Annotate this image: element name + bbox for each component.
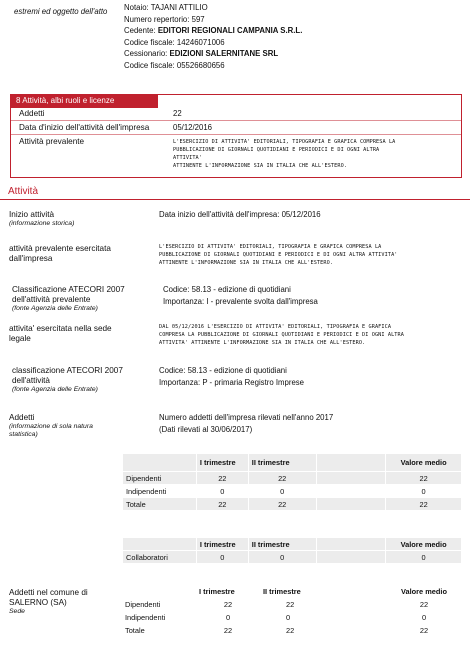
table-header: II trimestre bbox=[263, 587, 301, 596]
table-header-empty bbox=[316, 454, 386, 472]
cessionario-line: Cessionario: EDIZIONI SALERNITANE SRL bbox=[124, 49, 279, 58]
sede-label: attivita' esercitata nella sede legale bbox=[9, 324, 112, 343]
comune-sub: Sede bbox=[9, 608, 25, 615]
ateco2-importanza: Importanza: P - primaria Registro Imprese bbox=[159, 378, 305, 387]
addetti-stat-sub: (informazione di sola natura statistica) bbox=[9, 423, 93, 438]
attivita-title: Attività bbox=[8, 186, 39, 197]
prevalente-label: attività prevalente esercitata dall'impresa bbox=[9, 244, 111, 263]
header-lines bbox=[124, 2, 302, 71]
ateco1-label: Classificazione ATECORI 2007 dell'attività prevalente bbox=[12, 285, 125, 304]
table-header-empty bbox=[122, 585, 196, 598]
table-row: Totale 22 22 22 bbox=[125, 626, 429, 635]
table-header: I trimestre bbox=[196, 454, 248, 472]
attivita-prevalente-text: L'ESERCIZIO DI ATTIVITA' EDITORIALI, TIPOGRAFIA E GRAFICA COMPRESA LA PUBBLICAZIONE DI GIORNALI QUOTIDIANI E PERIODICI E DI OGNI ALTRA ATTIVITA' ATTINENTE L'INFORMAZIONE SIA IN ITALIA CHE ALL'ESTERO. bbox=[173, 139, 396, 169]
addetti-info-2: (Dati rilevati al 30/06/2017) bbox=[159, 425, 253, 434]
notaio-line: Notaio: TAJANI ATTILIO bbox=[124, 3, 208, 12]
ateco2-codice: Codice: 58.13 - edizione di quotidiani bbox=[159, 366, 287, 375]
table-row: Dipendenti 22 22 22 bbox=[125, 600, 429, 609]
repertorio-line: Numero repertorio: 597 bbox=[124, 14, 205, 24]
prevalente-text: L'ESERCIZIO DI ATTIVITA' EDITORIALI, TIPOGRAFIA E GRAFICA COMPRESA LA PUBBLICAZIONE DI GIORNALI QUOTIDIANI E PERIODICI E DI OGNI ALTRA ATTIVITA' ATTINENTE L'INFORMAZIONE SIA IN ITALIA CHE ALL'ESTERO. bbox=[159, 244, 398, 266]
comune-label: Addetti nel comune di SALERNO (SA) bbox=[9, 588, 88, 607]
table-row: Indipendenti 0 0 0 bbox=[123, 485, 462, 498]
addetti-stat-label: Addetti bbox=[9, 413, 35, 422]
divider bbox=[10, 134, 462, 135]
ateco1-codice: Codice: 58.13 - edizione di quotidiani bbox=[163, 285, 291, 294]
table-header: I trimestre bbox=[199, 587, 235, 596]
ateco2-sub: (fonte Agenzia delle Entrate) bbox=[12, 386, 98, 393]
cedente-line: Cedente: EDITORI REGIONALI CAMPANIA S.R.L. bbox=[124, 26, 303, 35]
attivita-prevalente-label: Attività prevalente bbox=[19, 137, 85, 146]
addetti-table bbox=[122, 453, 462, 511]
inizio-value: Data inizio dell'attività dell'impresa: 05/12/2016 bbox=[159, 210, 321, 219]
inizio-sub: (informazione storica) bbox=[9, 220, 75, 227]
table-row: Dipendenti 22 22 22 bbox=[123, 472, 462, 485]
sede-text: DAL 05/12/2016 L'ESERCIZIO DI ATTIVITA' EDITORIALI, TIPOGRAFIA E GRAFICA COMPRESA LA PUBBLICAZIONE DI GIORNALI QUOTIDIANI E PERIODICI E DI OGNI ALTRA ATTIVITA' ATTINENTE L'INFORMAZIONE SIA IN ITALIA CHE ALL'ESTERO. bbox=[159, 324, 404, 346]
table-header-empty bbox=[316, 538, 386, 551]
table-header: Valore medio bbox=[400, 587, 447, 596]
estremi-label: estremi ed oggetto dell'atto bbox=[14, 7, 108, 16]
table-header-empty bbox=[123, 538, 197, 551]
ateco1-importanza: Importanza: I - prevalente svolta dall'impresa bbox=[163, 297, 318, 306]
cf-cedente-line: Codice fiscale: 14246071006 bbox=[124, 37, 225, 47]
table-header: II trimestre bbox=[248, 454, 316, 472]
data-inizio-value: 05/12/2016 bbox=[173, 123, 213, 132]
data-inizio-label: Data d'inizio dell'attività dell'impresa bbox=[19, 123, 150, 132]
addetti-info-1: Numero addetti dell'impresa rilevati nell'anno 2017 bbox=[159, 413, 334, 422]
table-header: I trimestre bbox=[196, 538, 248, 551]
addetti-value: 22 bbox=[173, 109, 182, 118]
table-row: Indipendenti 0 0 0 bbox=[125, 613, 427, 622]
table-header: Valore medio bbox=[386, 454, 462, 472]
table-header-empty bbox=[123, 454, 197, 472]
inizio-label: Inizio attività bbox=[9, 210, 55, 219]
section-8-title: 8 Attività, albi ruoli e licenze bbox=[10, 94, 158, 108]
table-header: II trimestre bbox=[248, 538, 316, 551]
table-row: Collaboratori 0 0 0 bbox=[123, 551, 462, 564]
table-header: Valore medio bbox=[386, 538, 462, 551]
ateco2-label: classificazione ATECORI 2007 dell'attività bbox=[12, 366, 123, 385]
attivita-divider bbox=[0, 199, 470, 200]
ateco1-sub: (fonte Agenzia delle Entrate) bbox=[12, 305, 98, 312]
table-row: Totale 22 22 22 bbox=[123, 498, 462, 511]
comune-table bbox=[122, 585, 462, 637]
addetti-label: Addetti bbox=[19, 109, 45, 118]
collaboratori-table bbox=[122, 537, 462, 564]
divider bbox=[10, 120, 462, 121]
cf-cessionario-line: Codice fiscale: 05526680656 bbox=[124, 60, 225, 70]
